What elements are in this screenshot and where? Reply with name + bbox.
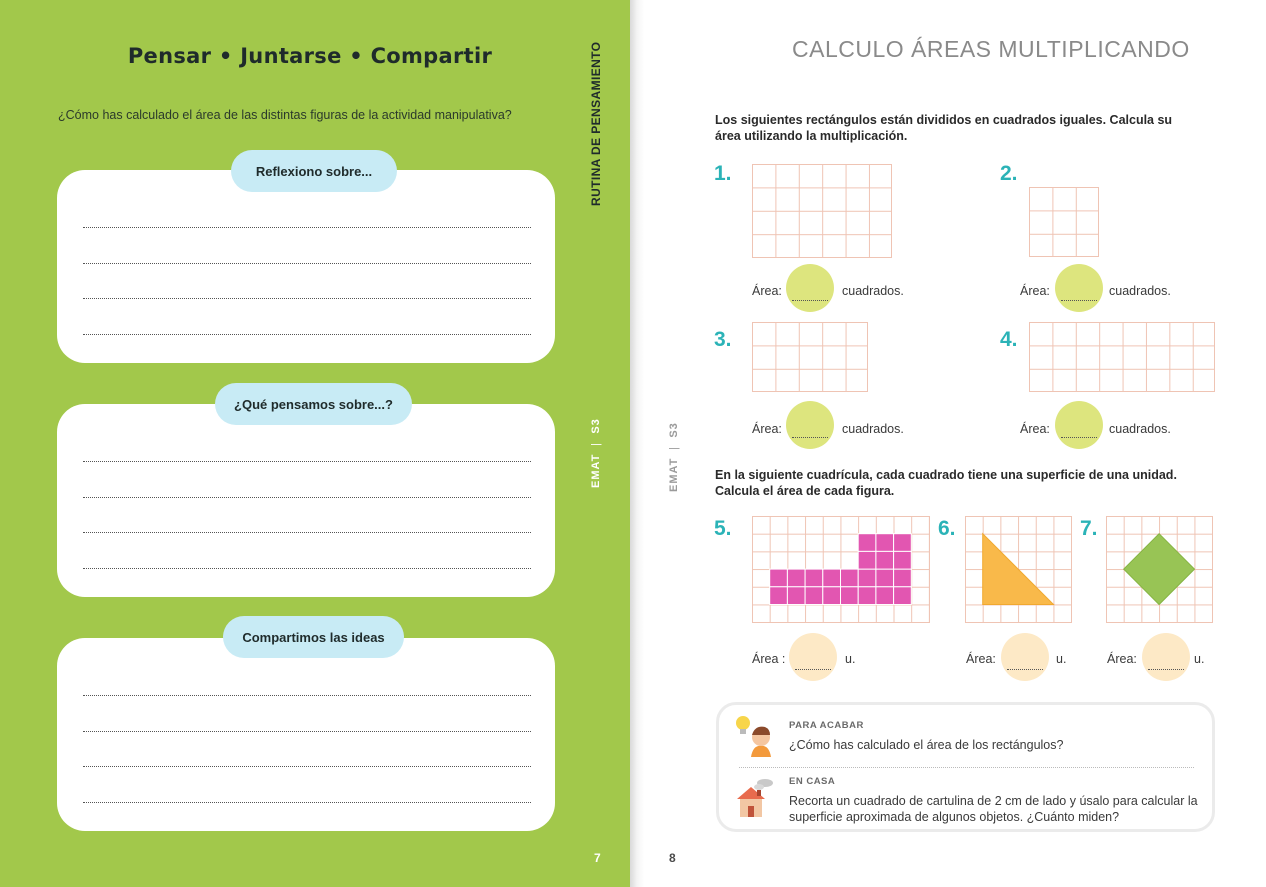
area-label: Área : [752,652,786,666]
area-unit: cuadrados. [1109,284,1171,298]
instruction-rectangles: Los siguientes rectángulos están divididos en cuadrados iguales. Calcula su área utilizando la multiplicación. [715,113,1173,143]
unit-grid-6 [965,516,1072,623]
answer-field[interactable] [786,401,834,449]
writing-line [83,532,531,533]
section-code: S3 [590,418,602,434]
exercise-number: 5. [714,517,732,540]
area-unit: cuadrados. [842,284,904,298]
book-gutter [630,0,644,887]
section-code: S3 [668,422,680,438]
figure-7 [1106,516,1213,623]
answer-field[interactable] [789,633,837,681]
left-page [0,0,630,887]
en-casa-heading: EN CASA [789,776,836,787]
rectangle-grid-3 [752,322,868,392]
area-label: Área: [1020,284,1050,298]
area-label: Área: [1020,422,1050,436]
tab-compartimos: Compartimos las ideas [223,616,404,658]
area-label: Área: [1107,652,1137,666]
unit-grid-5 [752,516,930,623]
rectangle-grid-1 [752,164,892,258]
rectangle-grid-2 [1029,187,1099,257]
figure-6 [965,516,1072,623]
brand-name: EMAT [668,457,680,492]
reflection-box [57,170,555,363]
exercise-number: 4. [1000,328,1018,351]
en-casa-text: Recorta un cuadrado de cartulina de 2 cm de lado y úsalo para calcular la superficie aproximada de algunos objetos. ¿Cuánto miden? [789,794,1198,824]
writing-line [83,461,531,462]
page-title: CALCULO ÁREAS MULTIPLICANDO [792,36,1190,62]
thinking-box [57,404,555,597]
answer-field[interactable] [1055,264,1103,312]
side-label: RUTINA DE PENSAMIENTO [589,41,603,207]
writing-line [83,334,531,335]
instruction-grid: En la siguiente cuadrícula, cada cuadrado tiene una superficie de una unidad. Calcula el área de cada figura. [715,468,1177,498]
area-unit: u. [1194,652,1205,666]
brand-tag [668,412,680,492]
exercise-number: 7. [1080,517,1098,540]
exercise-number: 6. [938,517,956,540]
house-icon [733,775,779,821]
brand-separator: | [668,445,680,450]
page-title: Pensar • Juntarse • Compartir [127,44,493,68]
para-acabar-heading: PARA ACABAR [789,720,864,731]
page-number: 8 [669,851,676,865]
para-acabar-text: ¿Cómo has calculado el área de los rectángulos? [789,738,1064,752]
answer-field[interactable] [1142,633,1190,681]
closing-box [716,702,1215,832]
area-label: Área: [752,422,782,436]
writing-line [83,298,531,299]
area-unit: u. [1056,652,1067,666]
writing-line [83,766,531,767]
share-box [57,638,555,831]
writing-line [83,802,531,803]
area-label: Área: [966,652,996,666]
tab-que-pensamos: ¿Qué pensamos sobre...? [215,383,412,425]
exercise-number: 3. [714,328,732,351]
rectangle-grid-4 [1029,322,1215,392]
figure-5 [752,516,930,623]
area-unit: cuadrados. [1109,422,1171,436]
child-idea-icon [733,713,777,757]
writing-line [83,263,531,264]
page-number: 7 [594,851,601,865]
writing-line [83,731,531,732]
answer-field[interactable] [1001,633,1049,681]
writing-line [83,227,531,228]
writing-line [83,568,531,569]
unit-grid-7 [1106,516,1213,623]
answer-field[interactable] [1055,401,1103,449]
brand-name: EMAT [590,453,602,488]
area-unit: u. [845,652,856,666]
exercise-number: 2. [1000,162,1018,185]
divider [739,767,1194,768]
answer-field[interactable] [786,264,834,312]
area-unit: cuadrados. [842,422,904,436]
brand-separator: | [590,441,602,446]
writing-line [83,497,531,498]
area-label: Área: [752,284,782,298]
brand-tag [590,408,602,488]
writing-line [83,695,531,696]
exercise-number: 1. [714,162,732,185]
tab-reflexiono: Reflexiono sobre... [231,150,397,192]
activity-question: ¿Cómo has calculado el área de las distintas figuras de la actividad manipulativa? [58,108,512,122]
